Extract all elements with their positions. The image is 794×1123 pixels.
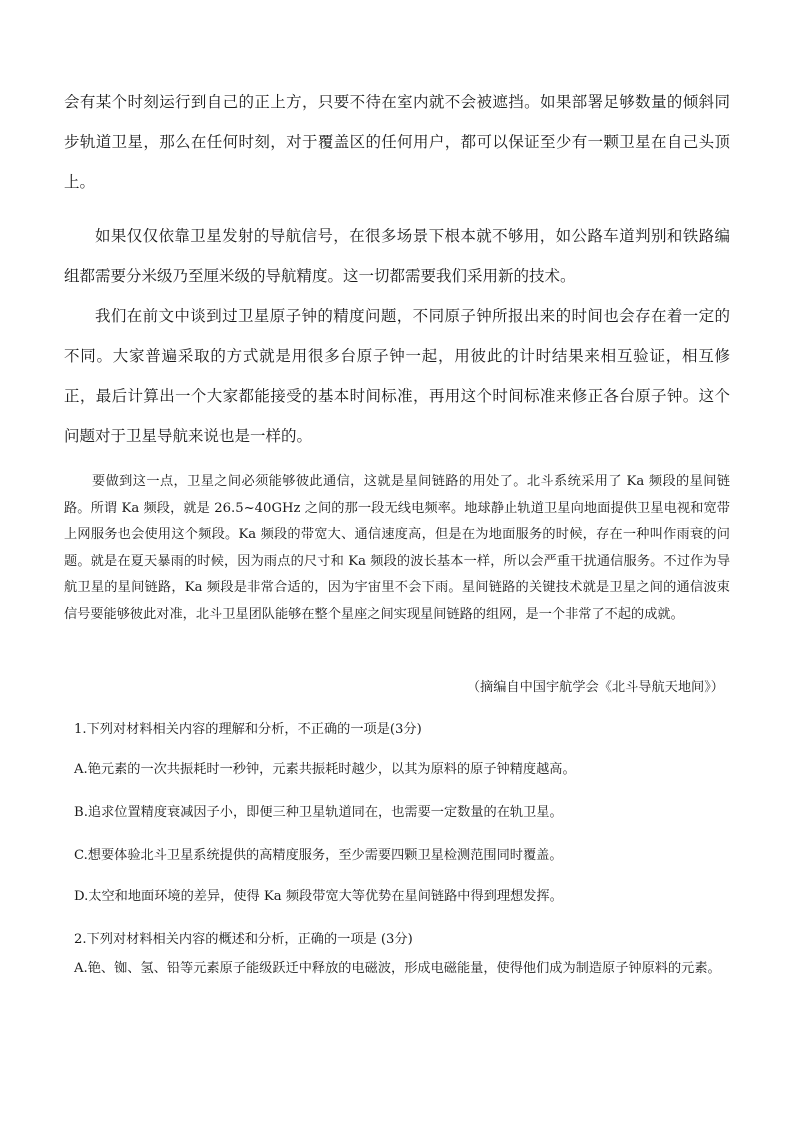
paragraph-navigation-precision: 如果仅仅依靠卫星发射的导航信号，在很多场景下根本就不够用，如公路车道判别和铁路编组都需要分米级乃至厘米级的导航精度。这一切都需要我们采用新的技术。 xyxy=(64,227,730,285)
question-1-option-d: D.太空和地面环境的差异，使得 Ka 频段带宽大等优势在星间链路中得到理想发挥。 xyxy=(74,889,563,904)
source-citation: （摘编自中国宇航学会《北斗导航天地间》） xyxy=(466,680,724,695)
question-2-stem: 2.下列对材料相关内容的概述和分析，正确的一项是 (3分) xyxy=(74,932,413,947)
paragraph-satellite-overhead: 会有某个时刻运行到自己的正上方，只要不待在室内就不会被遮挡。如果部署足够数量的倾斜同步轨道卫星，那么在任何时刻，对于覆盖区的任何用户，都可以保证至少有一颗卫星在自己头顶上。 xyxy=(64,93,730,191)
question-1-option-b: B.追求位置精度衰减因子小，即便三种卫星轨道同在，也需要一定数量的在轨卫星。 xyxy=(74,805,563,820)
question-1-stem: 1.下列对材料相关内容的理解和分析，不正确的一项是(3分) xyxy=(74,722,422,737)
question-1-option-a: A.铯元素的一次共振耗时一秒钟，元素共振耗时越少，以其为原料的原子钟精度越高。 xyxy=(74,762,576,777)
question-2-option-a: A.铯、铷、氢、铅等元素原子能级跃迁中释放的电磁波，形成电磁能量，使得他们成为制造原子钟原料的元素。 xyxy=(74,961,721,976)
question-1-option-c: C.想要体验北斗卫星系统提供的高精度服务，至少需要四颗卫星检测范围同时覆盖。 xyxy=(74,848,563,863)
paragraph-intersatellite-link: 要做到这一点，卫星之间必须能够彼此通信，这就是星间链路的用处了。北斗系统采用了 Ka 频段的星间链路。所谓 Ka 频段，就是 26.5~40GHz 之间的那一段无线电频率。地球静止轨道卫星向地面提供卫星电视和宽带上网服务也会使用这个频段。Ka 频段的带宽大、通信速度高，但是在为地面服务的时候，存在一种叫作雨衰的问题。就是在夏天暴雨的时候，因为雨点的尺寸和 Ka 频段的波长基本一样，所以会严重干扰通信服务。不过作为导航卫星的星间链路，Ka 频段是非常合适的，因为宇宙里不会下雨。星间链路的关键技术就是卫星之间的通信波束信号要能够彼此对准，北斗卫星团队能够在整个星座之间实现星间链路的组网，是一个非常了不起的成就。 xyxy=(64,474,730,622)
paragraph-atomic-clock: 我们在前文中谈到过卫星原子钟的精度问题，不同原子钟所报出来的时间也会存在着一定的不同。大家普遍采取的方式就是用很多台原子钟一起，用彼此的计时结果来相互验证，相互修正，最后计算出一个大家都能接受的基本时间标准，再用这个时间标准来修正各台原子钟。这个问题对于卫星导航来说也是一样的。 xyxy=(64,307,730,445)
